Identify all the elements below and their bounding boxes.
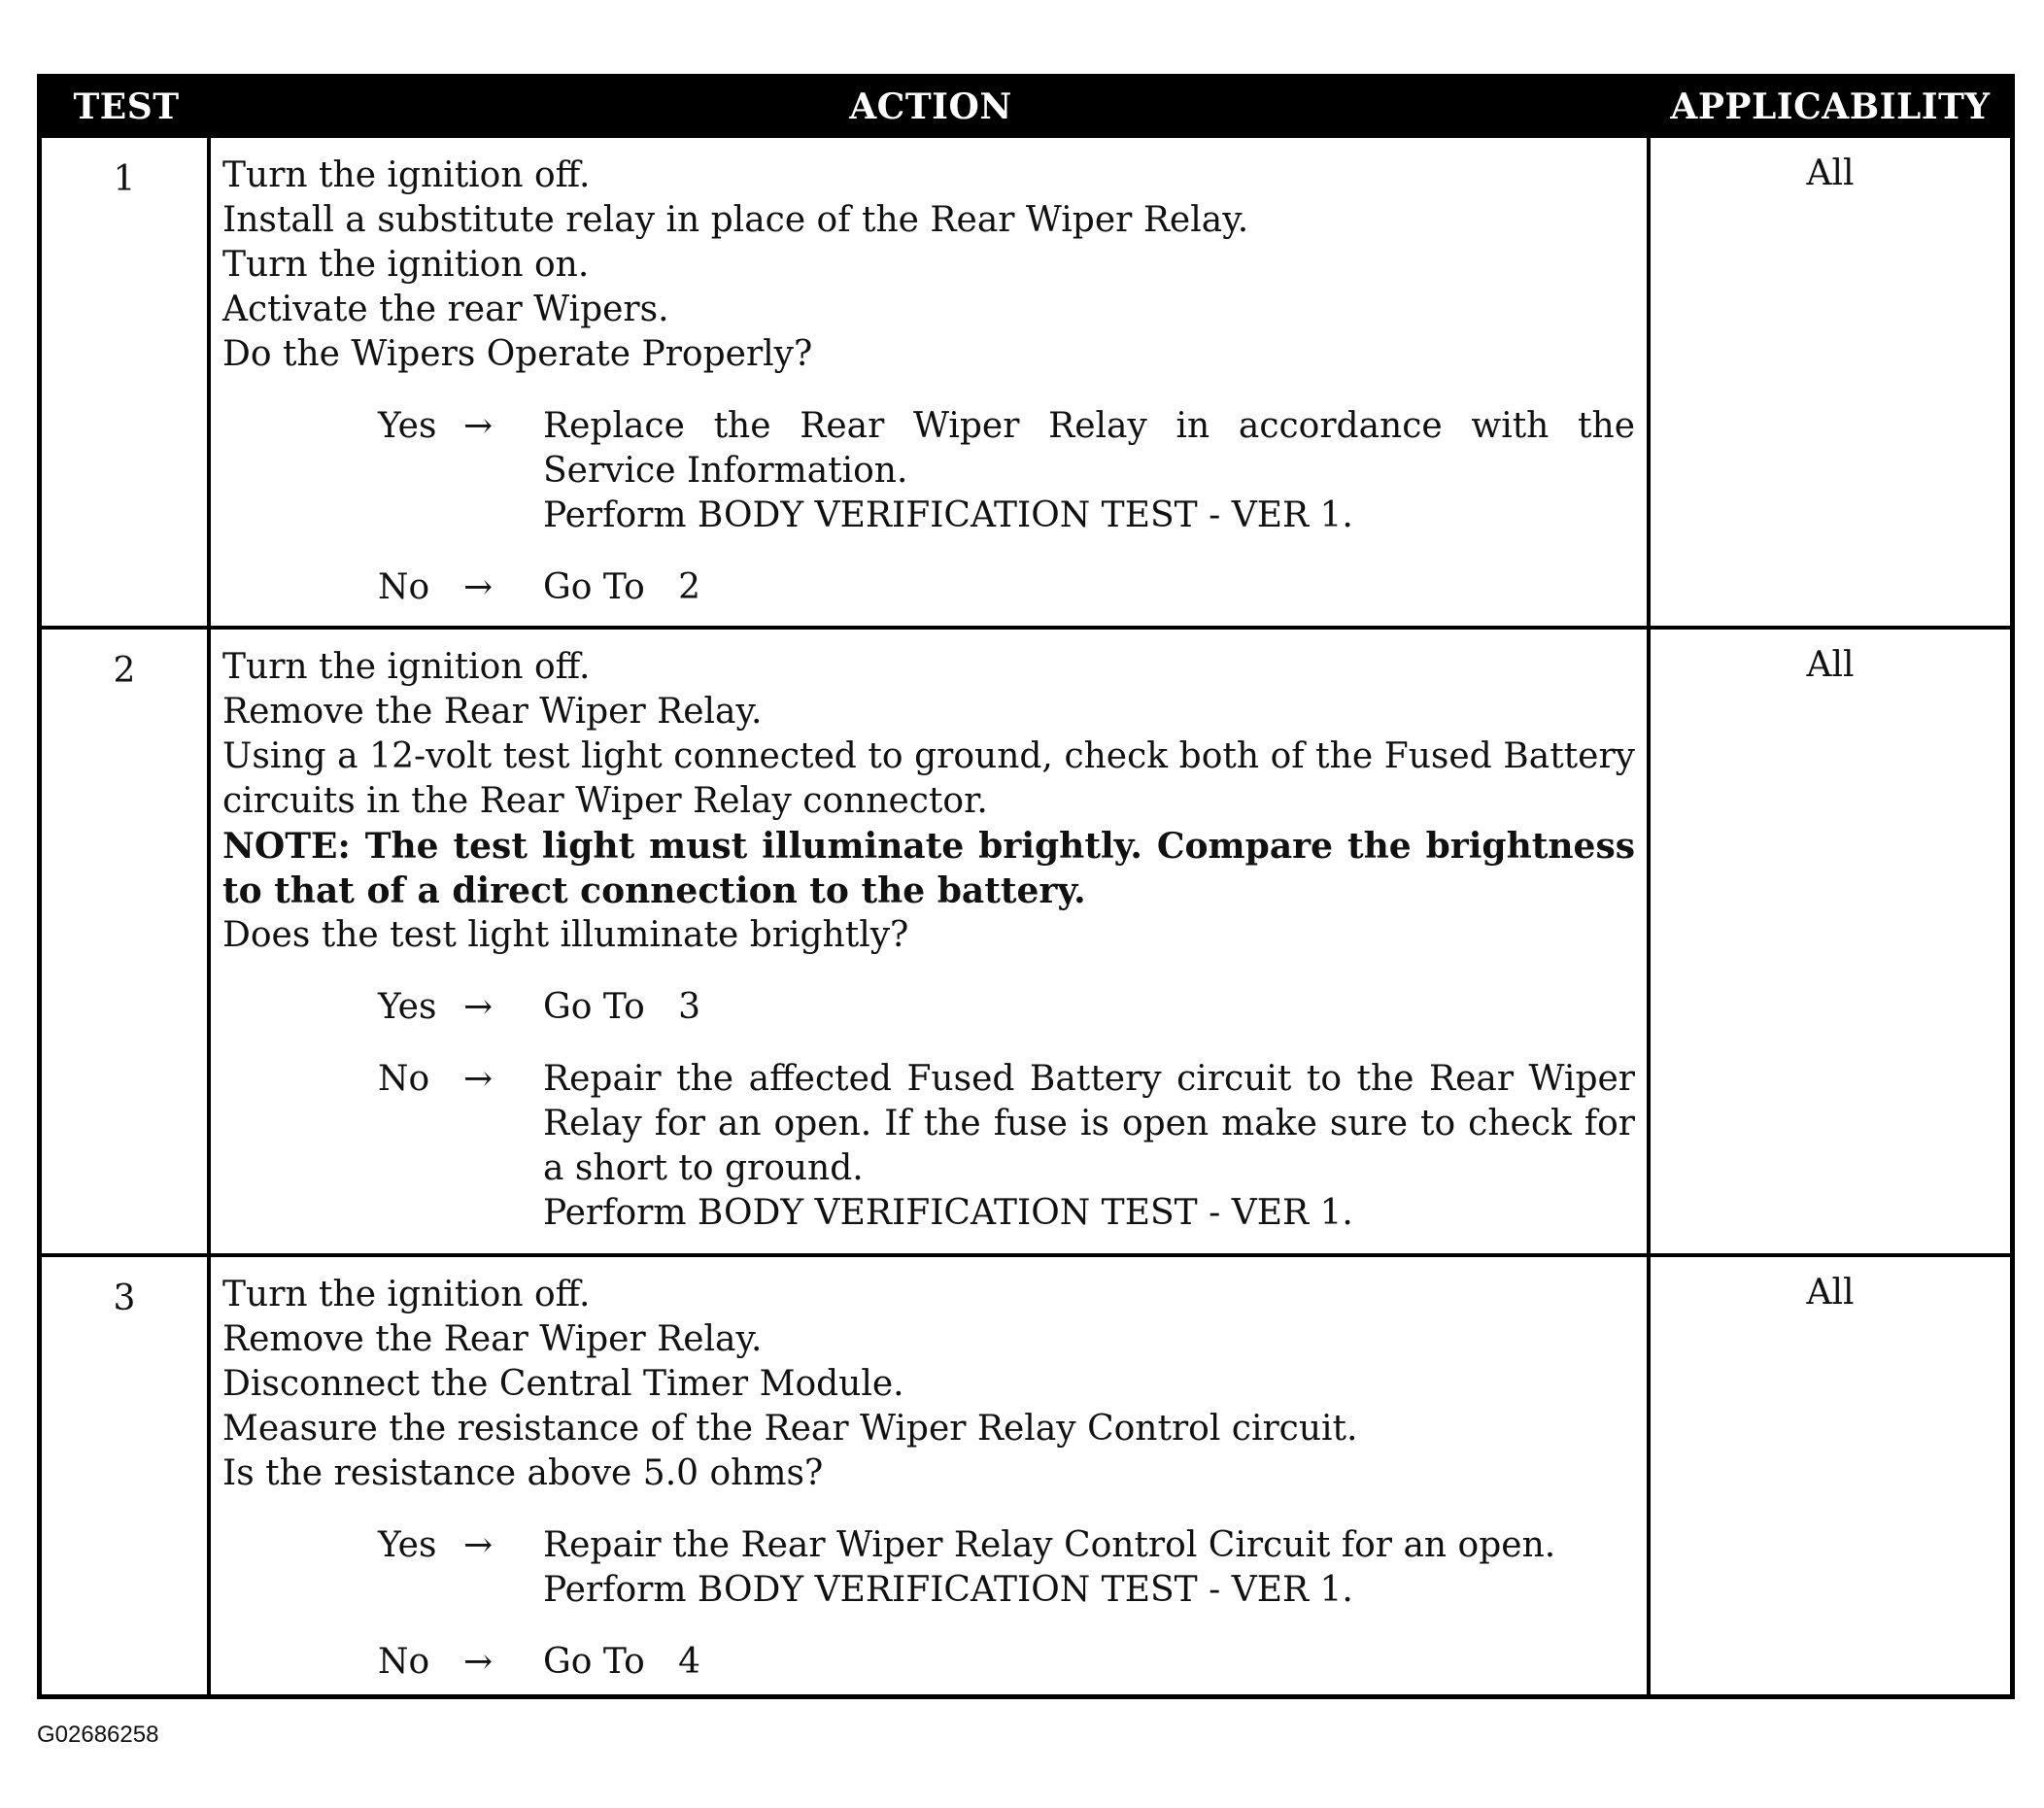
action-cell xyxy=(211,138,1651,626)
action-cell xyxy=(211,1257,1651,1696)
arrow-icon: → xyxy=(463,1642,494,1682)
response-line: Go To 2 xyxy=(543,567,700,607)
arrow-icon: → xyxy=(463,406,494,446)
step: Using a 12-volt test light connected to ground, check both of the Fused Battery circuits in the Rear Wiper Relay connector. xyxy=(222,736,1635,821)
test-number: 3 xyxy=(42,1257,211,1696)
response-line: Perform BODY VERIFICATION TEST - VER 1. xyxy=(543,1193,1353,1233)
yes-response xyxy=(222,404,1635,538)
response-line: Go To 4 xyxy=(543,1642,700,1682)
response-line: Perform BODY VERIFICATION TEST - VER 1. xyxy=(543,1570,1353,1610)
no-text xyxy=(543,1057,1635,1236)
step: Install a substitute relay in place of the Rear Wiper Relay. xyxy=(222,200,1249,240)
yes-label: Yes xyxy=(378,987,437,1027)
response-line: Go To 3 xyxy=(543,987,700,1027)
table-row xyxy=(42,626,2010,1253)
yes-text xyxy=(543,404,1635,538)
arrow-icon: → xyxy=(463,987,494,1027)
yes-response xyxy=(222,985,1635,1030)
table-header xyxy=(42,79,2010,134)
yes-text xyxy=(543,985,1635,1030)
applicability-cell: All xyxy=(1806,154,1855,193)
arrow-icon: → xyxy=(463,1059,494,1099)
step: Turn the ignition off. xyxy=(222,647,591,687)
header-applicability: APPLICABILITY xyxy=(1670,85,1991,127)
step: Turn the ignition off. xyxy=(222,155,591,195)
no-response xyxy=(222,1057,1635,1236)
no-response xyxy=(222,565,1635,610)
applicability-cell: All xyxy=(1806,645,1855,685)
step: Remove the Rear Wiper Relay. xyxy=(222,692,763,732)
step: Is the resistance above 5.0 ohms? xyxy=(222,1453,824,1493)
yes-label: Yes xyxy=(378,1525,437,1565)
no-response xyxy=(222,1640,1635,1685)
test-number: 1 xyxy=(42,138,211,626)
header-action: ACTION xyxy=(849,85,1012,127)
action-cell xyxy=(211,630,1651,1253)
header-test: TEST xyxy=(73,85,180,127)
no-label: No xyxy=(378,567,430,607)
diagnostic-table xyxy=(37,74,2015,1699)
no-text xyxy=(543,1640,1635,1685)
no-label: No xyxy=(378,1642,430,1682)
step: Do the Wipers Operate Properly? xyxy=(222,334,813,374)
applicability-cell: All xyxy=(1806,1273,1855,1313)
test-number: 2 xyxy=(42,630,211,1253)
response-line: Repair the affected Fused Battery circuit to the Rear Wiper Relay for an open. If the fuse is open make sure to check for a short to ground. xyxy=(543,1059,1635,1188)
response-line: Replace the Rear Wiper Relay in accordance with the Service Information. xyxy=(543,406,1635,491)
step: Activate the rear Wipers. xyxy=(222,290,669,329)
step: Turn the ignition on. xyxy=(222,245,590,285)
no-label: No xyxy=(378,1059,430,1099)
step: Remove the Rear Wiper Relay. xyxy=(222,1319,763,1359)
arrow-icon: → xyxy=(463,567,494,607)
response-line: Perform BODY VERIFICATION TEST - VER 1. xyxy=(543,495,1353,535)
response-line: Repair the Rear Wiper Relay Control Circuit for an open. xyxy=(543,1525,1556,1565)
step: Disconnect the Central Timer Module. xyxy=(222,1364,904,1404)
step: Measure the resistance of the Rear Wiper Relay Control circuit. xyxy=(222,1409,1358,1449)
yes-text xyxy=(543,1523,1635,1613)
table-row xyxy=(42,1253,2010,1696)
step: Turn the ignition off. xyxy=(222,1275,591,1314)
question: Does the test light illuminate brightly? xyxy=(222,915,909,955)
no-text xyxy=(543,565,1635,610)
table-row xyxy=(42,134,2010,626)
yes-response xyxy=(222,1523,1635,1613)
figure-code: G02686258 xyxy=(37,1722,159,1748)
arrow-icon: → xyxy=(463,1525,494,1565)
yes-label: Yes xyxy=(378,406,437,446)
note-text: NOTE: The test light must illuminate brightly. Compare the brightness to that of a direct connection to the battery. xyxy=(222,826,1635,911)
